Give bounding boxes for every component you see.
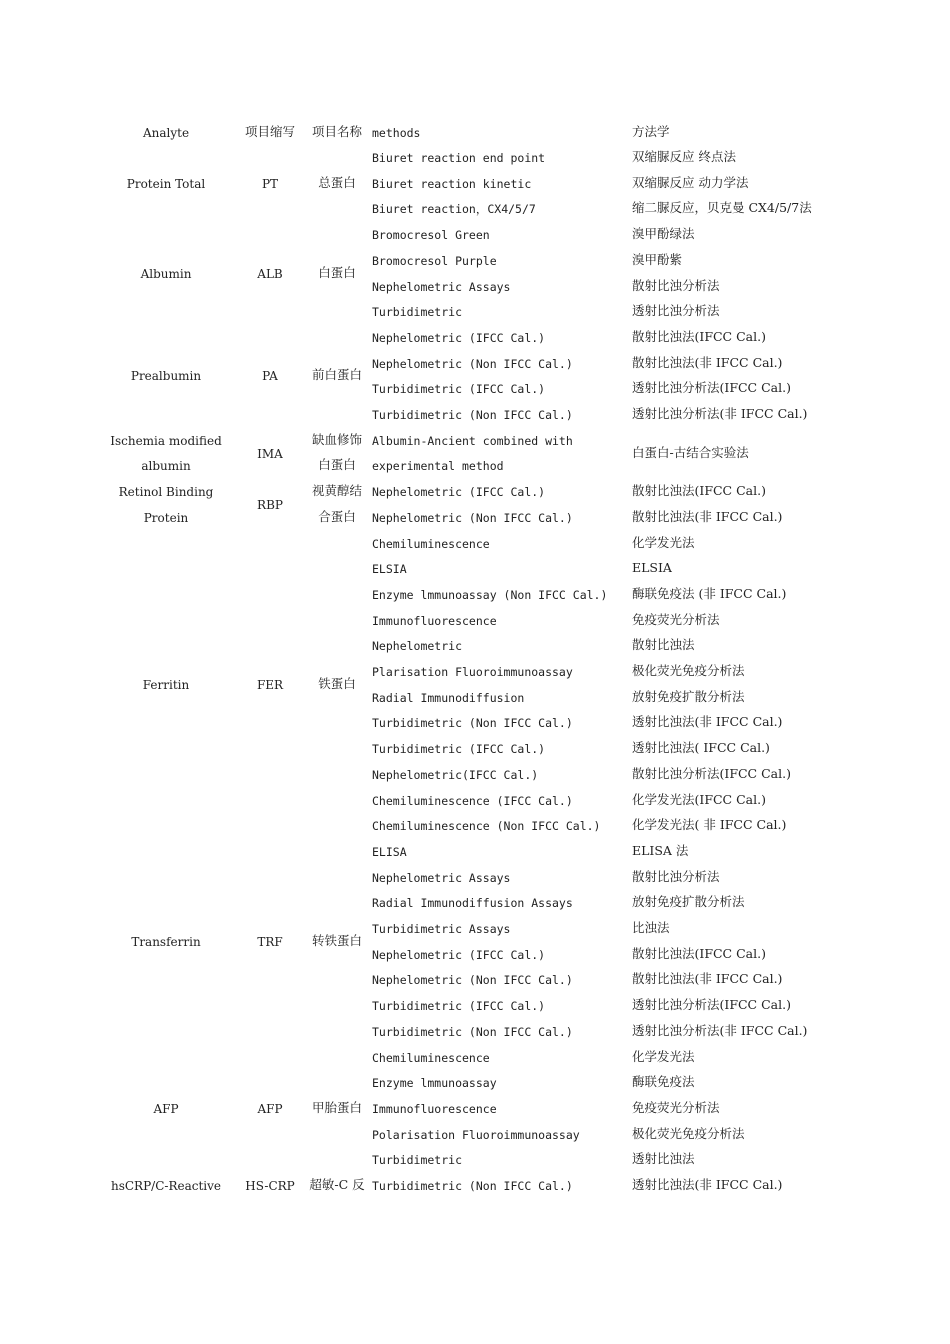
method-en-cell: Nephelometric(IFCC Cal.) [372,767,539,782]
method-en-cell: Bromocresol Purple [372,253,497,268]
method-cn-cell: 溴甲酚绿法 [632,226,695,242]
method-en-cell: Turbidimetric (IFCC Cal.) [372,999,546,1014]
method-en-cell: Turbidimetric Assays [372,922,511,936]
method-en-cell: Turbidimetric (Non IFCC Cal.) [372,1179,573,1193]
method-en-cell: Turbidimetric (IFCC Cal.) [372,382,546,397]
method-cn-cell: 透射比浊分析法 [632,303,720,319]
method-cn-cell: 溴甲酚紫 [632,251,683,267]
method-cn-cell: 双缩脲反应 动力学法 [632,174,749,190]
method-cn-cell: 散射比浊法(非 IFCC Cal.) [632,508,783,524]
item-name-cell: 白蛋白 [318,457,356,473]
method-en-cell: Nephelometric (IFCC Cal.) [372,947,546,962]
method-cn-cell: 化学发光法(IFCC Cal.) [632,791,766,807]
method-cn-cell: 极化荧光免疫分析法 [632,663,745,678]
item-name-cell: 合蛋白 [318,508,356,524]
abbreviation-cell: IMA [257,446,283,461]
item-name-cell: 视黄醇结 [311,483,363,499]
method-cn-cell: 透射比浊法 [632,1151,695,1167]
method-cn-cell: 透射比浊法( IFCC Cal.) [632,740,770,756]
method-en-cell: Turbidimetric (Non IFCC Cal.) [372,716,573,731]
method-cn-cell: 散射比浊法(IFCC Cal.) [632,328,766,344]
method-en-cell: Bromocresol Green [372,228,490,243]
method-cn-cell: 化学发光法 [632,1048,695,1064]
method-en-cell: Turbidimetric (Non IFCC Cal.) [372,1024,573,1039]
analyte-cell: Ferritin [142,677,190,692]
method-en-cell: Turbidimetric [372,305,463,320]
method-en-cell: Radial Immunodiffusion Assays [372,896,573,911]
analyte-cell: Albumin [140,266,192,281]
analyte-cell: Protein Total [126,176,206,191]
method-en-cell: Nephelometric (Non IFCC Cal.) [372,356,573,371]
abbreviation-cell: PT [261,176,279,191]
abbreviation-cell: HS-CRP [245,1179,295,1193]
method-en-cell: Biuret reaction end point [372,151,546,165]
header-analyte: Analyte [142,126,190,140]
method-en-cell: Nephelometric (IFCC Cal.) [372,330,546,345]
abbreviation-cell: ALB [257,266,283,281]
method-en-cell: Turbidimetric (IFCC Cal.) [372,742,546,757]
method-cn-cell: 比浊法 [632,920,670,935]
method-cn-cell: 散射比浊法(非 IFCC Cal.) [632,971,783,987]
header-methodology: 方法学 [632,124,670,139]
method-cn-cell: 化学发光法 [632,534,695,550]
method-en-cell: ELISA [372,844,407,859]
method-en-cell: Chemiluminescence (IFCC Cal.) [372,793,573,808]
method-cn-cell: 白蛋白-古结合实验法 [632,444,749,460]
method-cn-cell: 散射比浊法(IFCC Cal.) [632,483,766,499]
method-cn-cell: ELISA 法 [632,842,689,858]
method-en-cell: Nephelometric Assays [372,279,511,294]
item-name-cell: 铁蛋白 [318,675,356,691]
method-cn-cell: 散射比浊法 [632,637,695,653]
method-en-cell: Turbidimetric [372,1153,463,1168]
method-en-cell: Radial Immunodiffusion [372,690,525,705]
item-name-cell: 超敏-C 反 [309,1177,365,1192]
method-cn-cell: 酶联免疫法 (非 IFCC Cal.) [632,585,787,601]
method-cn-cell: 透射比浊法(非 IFCC Cal.) [632,1177,783,1192]
method-cn-cell: 散射比浊分析法(IFCC Cal.) [632,765,791,781]
method-en-cell: Nephelometric Assays [372,870,511,885]
method-en-cell: Biuret reaction，CX4/5/7 [372,202,536,217]
analyte-cell: Transferrin [131,934,201,949]
method-cn-cell: 透射比浊分析法(非 IFCC Cal.) [632,406,808,421]
method-cn-cell: ELSIA [632,560,672,576]
method-cn-cell: 透射比浊分析法(IFCC Cal.) [632,380,791,396]
analyte-cell: Prealbumin [130,369,202,384]
method-en-cell: Enzyme lmmunoassay (Non IFCC Cal.) [372,587,608,602]
method-en-cell: Chemiluminescence (Non IFCC Cal.) [372,819,601,834]
method-cn-cell: 放射免疫扩散分析法 [632,688,745,704]
method-en-cell: Polarisation Fluoroimmunoassay [372,1127,580,1142]
method-en-cell: Albumin-Ancient combined with [372,433,573,448]
method-en-cell: Enzyme lmmunoassay [372,1076,497,1091]
analyte-cell: albumin [141,459,191,474]
method-cn-cell: 散射比浊法(IFCC Cal.) [632,945,766,961]
method-cn-cell: 免疫荧光分析法 [632,1099,720,1115]
method-cn-cell: 免疫荧光分析法 [632,611,720,627]
method-cn-cell: 极化荧光免疫分析法 [632,1125,745,1141]
analyte-cell: AFP [153,1101,179,1116]
analyte-cell: hsCRP/C-Reactive [110,1179,222,1193]
method-en-cell: Turbidimetric (Non IFCC Cal.) [372,408,573,422]
method-en-cell: Immunofluorescence [372,1101,497,1116]
abbreviation-cell: PA [262,369,278,384]
method-en-cell: Plarisation Fluoroimmunoassay [372,665,573,679]
method-cn-cell: 酶联免疫法 [632,1074,695,1090]
item-name-cell: 前白蛋白 [311,367,363,383]
item-name-cell: 总蛋白 [318,174,356,190]
method-en-cell: experimental method [372,459,504,474]
method-cn-cell: 散射比浊分析法 [632,868,720,884]
analyte-cell: Protein [143,510,189,525]
header-abbreviation: 项目缩写 [244,124,296,139]
abbreviation-cell: FER [256,677,284,692]
method-cn-cell: 透射比浊分析法(IFCC Cal.) [632,997,791,1013]
item-name-cell: 缺血修饰 [311,431,363,447]
item-name-cell: 白蛋白 [318,264,356,280]
abbreviation-cell: RBP [257,497,283,512]
method-cn-cell: 散射比浊法(非 IFCC Cal.) [632,354,783,370]
method-cn-cell: 缩二脲反应，贝克曼 CX4/5/7法 [632,200,812,216]
method-cn-cell: 透射比浊分析法(非 IFCC Cal.) [632,1022,808,1038]
method-cn-cell: 双缩脲反应 终点法 [632,149,736,164]
header-methods: methods [372,126,421,140]
item-name-cell: 甲胎蛋白 [311,1099,363,1115]
method-en-cell: ELSIA [372,562,407,577]
analyte-cell: Retinol Binding [118,485,214,500]
method-cn-cell: 透射比浊法(非 IFCC Cal.) [632,714,783,730]
method-en-cell: Immunofluorescence [372,613,497,628]
item-name-cell: 转铁蛋白 [311,932,363,948]
abbreviation-cell: AFP [257,1101,283,1116]
method-cn-cell: 化学发光法( 非 IFCC Cal.) [632,817,787,833]
method-en-cell: Chemiluminescence [372,536,490,551]
method-en-cell: Nephelometric (Non IFCC Cal.) [372,973,573,988]
method-en-cell: Biuret reaction kinetic [372,176,532,191]
method-en-cell: Nephelometric (IFCC Cal.) [372,485,546,500]
analyte-cell: Ischemia modified [110,433,222,448]
method-cn-cell: 放射免疫扩散分析法 [632,894,745,910]
method-cn-cell: 散射比浊分析法 [632,277,720,293]
method-en-cell: Nephelometric (Non IFCC Cal.) [372,510,573,525]
method-en-cell: Chemiluminescence [372,1050,490,1065]
header-item-name: 项目名称 [311,124,363,139]
abbreviation-cell: TRF [257,934,283,949]
method-en-cell: Nephelometric [372,639,463,654]
